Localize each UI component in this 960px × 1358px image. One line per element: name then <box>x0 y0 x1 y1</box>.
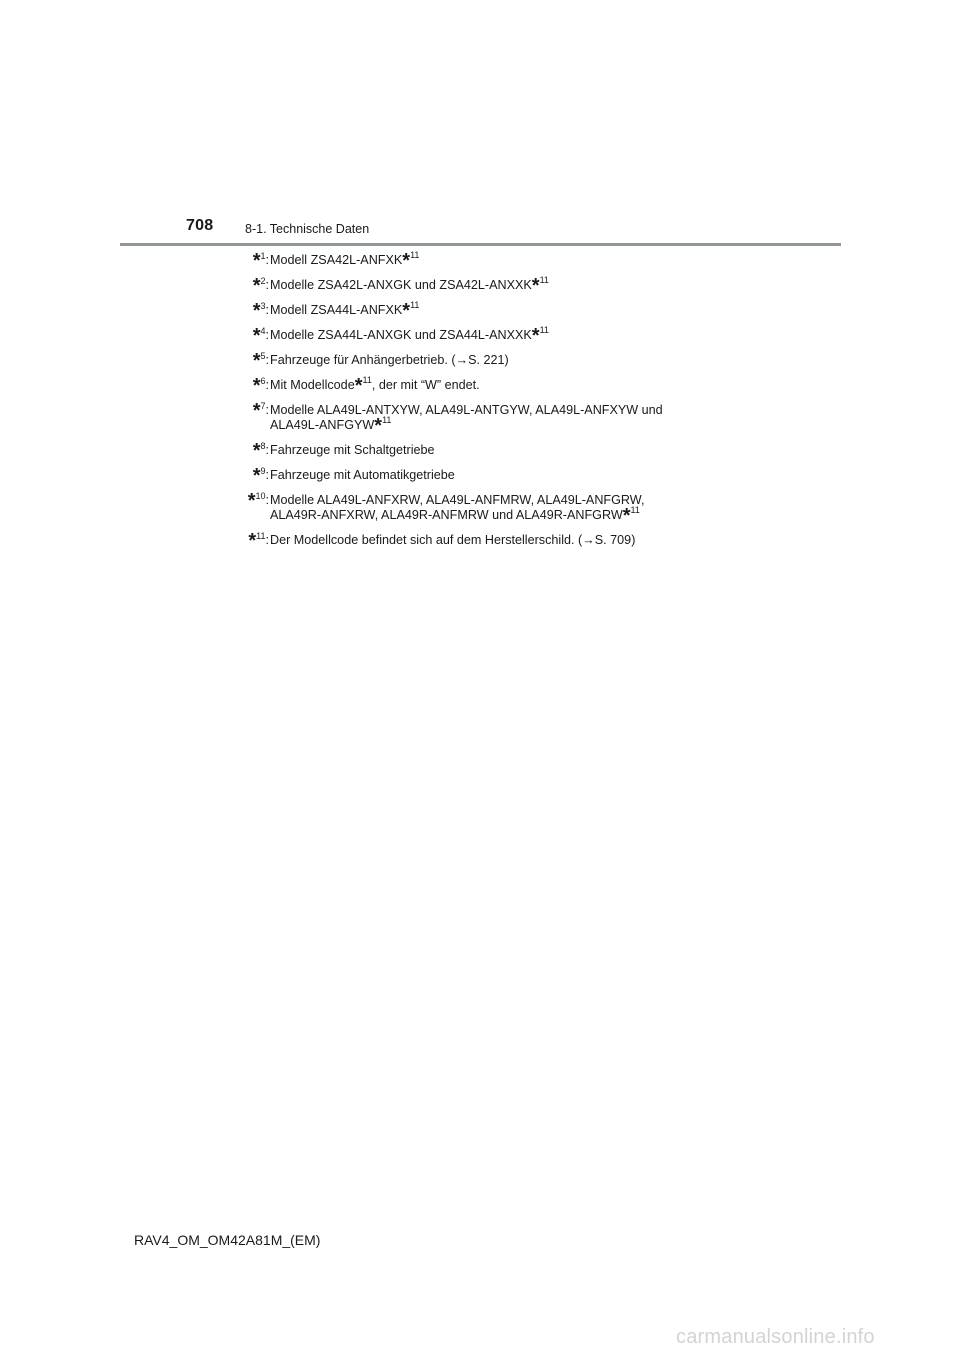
footnote-text: Modell ZSA44L-ANFXK <box>270 303 403 317</box>
footnote-text: Modell ZSA42L-ANFXK <box>270 253 403 267</box>
footnote-item: *$^2$: Modelle ZSA42L-ANXGK und ZSA42L-ANXXK*$^{11}$ <box>252 275 549 297</box>
asterisk-icon: * <box>622 505 631 527</box>
footnote-item: *$^5$: Fahrzeuge für Anhängerbetrieb. (→S. 221) <box>252 350 509 372</box>
footnote-text: ALA49L-ANFGYW <box>270 418 375 432</box>
asterisk-icon: * <box>531 275 540 297</box>
footnote-reference: 11 <box>382 415 392 425</box>
footnote-number: 10 <box>255 491 266 501</box>
asterisk-icon: * <box>354 375 363 397</box>
footnote-reference: 11 <box>630 505 640 515</box>
asterisk-icon: * <box>252 300 261 322</box>
footnote-number: 11 <box>256 531 266 541</box>
footnote-reference: 11 <box>410 300 420 310</box>
asterisk-icon: * <box>252 350 261 372</box>
footnote-reference: 11 <box>362 375 372 385</box>
asterisk-icon: * <box>252 440 261 462</box>
footnote-text: Modelle ALA49L-ANFXRW, ALA49L-ANFMRW, ALA49L-ANFGRW, <box>270 493 645 507</box>
header-divider <box>120 243 841 246</box>
footnote-number: 9 <box>260 466 266 476</box>
asterisk-icon: * <box>374 415 383 437</box>
footnote-item: *$^4$: Modelle ZSA44L-ANXGK und ZSA44L-ANXXK*$^{11}$ <box>252 325 549 347</box>
asterisk-icon: * <box>402 250 411 272</box>
footnote-item: *$^{10}$: Modelle ALA49L-ANFXRW, ALA49L-ANFMRW, ALA49L-ANFGRW, ALA49R-ANFXRW, ALA49R-ANFMRW und ALA49R-ANFGRW*$^{11}$ <box>247 490 645 527</box>
footnote-number: 2 <box>260 276 266 286</box>
section-title: 8-1. Technische Daten <box>245 222 370 236</box>
watermark: carmanualsonline.info <box>676 1326 875 1348</box>
footnote-number: 7 <box>260 401 266 411</box>
asterisk-icon: * <box>248 530 257 552</box>
document-code: RAV4_OM_OM42A81M_(EM) <box>134 1232 321 1248</box>
footnote-number: 1 <box>260 251 266 261</box>
footnote-reference: 11 <box>539 275 549 285</box>
footnote-item: *$^3$: Modell ZSA44L-ANFXK*$^{11}$ <box>252 300 420 322</box>
asterisk-icon: * <box>252 465 261 487</box>
page-number: 708 <box>186 217 214 234</box>
footnote-text: Fahrzeuge mit Automatikgetriebe <box>270 468 455 482</box>
footnote-item: *$^8$: Fahrzeuge mit Schaltgetriebe <box>252 440 435 462</box>
footnote-text: Modelle ZSA42L-ANXGK und ZSA42L-ANXXK <box>270 278 532 292</box>
footnote-number: 4 <box>260 326 266 336</box>
asterisk-icon: * <box>252 250 261 272</box>
footnote-reference: 11 <box>410 250 420 260</box>
footnote-reference: 11 <box>539 325 549 335</box>
footnote-number: 8 <box>260 441 266 451</box>
asterisk-icon: * <box>252 275 261 297</box>
footnote-text: Mit Modellcode <box>270 378 355 392</box>
asterisk-icon: * <box>252 400 261 422</box>
asterisk-icon: * <box>252 375 261 397</box>
asterisk-icon: * <box>402 300 411 322</box>
footnote-text-continued: , der mit “W” endet. <box>371 378 480 392</box>
footnote-text: Modelle ALA49L-ANTXYW, ALA49L-ANTGYW, ALA49L-ANFXYW und <box>270 403 663 417</box>
asterisk-icon: * <box>252 325 261 347</box>
footnote-item: *$^9$: Fahrzeuge mit Automatikgetriebe <box>252 465 455 487</box>
footnote-text: Modelle ZSA44L-ANXGK und ZSA44L-ANXXK <box>270 328 532 342</box>
footnote-item: *$^{11}$: Der Modellcode befindet sich auf dem Herstellerschild. (→S. 709) <box>248 530 636 552</box>
footnote-number: 5 <box>260 351 266 361</box>
footnote-item: *$^6$: Mit Modellcode*$^{11}$, der mit “W” endet. <box>252 375 480 397</box>
footnote-text: ALA49R-ANFXRW, ALA49R-ANFMRW und ALA49R-ANFGRW <box>270 508 623 522</box>
footnote-number: 6 <box>260 376 266 386</box>
asterisk-icon: * <box>531 325 540 347</box>
asterisk-icon: * <box>247 490 256 512</box>
footnote-item: *$^7$: Modelle ALA49L-ANTXYW, ALA49L-ANTGYW, ALA49L-ANFXYW und ALA49L-ANFGYW*$^{11}$ <box>252 400 663 437</box>
footnote-text: Der Modellcode befindet sich auf dem Herstellerschild. (→S. 709) <box>270 533 636 547</box>
footnote-list <box>0 250 960 558</box>
footnote-number: 3 <box>260 301 266 311</box>
footnote-text: Fahrzeuge mit Schaltgetriebe <box>270 443 435 457</box>
footnote-item: *$^1$: Modell ZSA42L-ANFXK*$^{11}$ <box>252 250 420 272</box>
footnote-text: Fahrzeuge für Anhängerbetrieb. (→S. 221) <box>270 353 509 367</box>
